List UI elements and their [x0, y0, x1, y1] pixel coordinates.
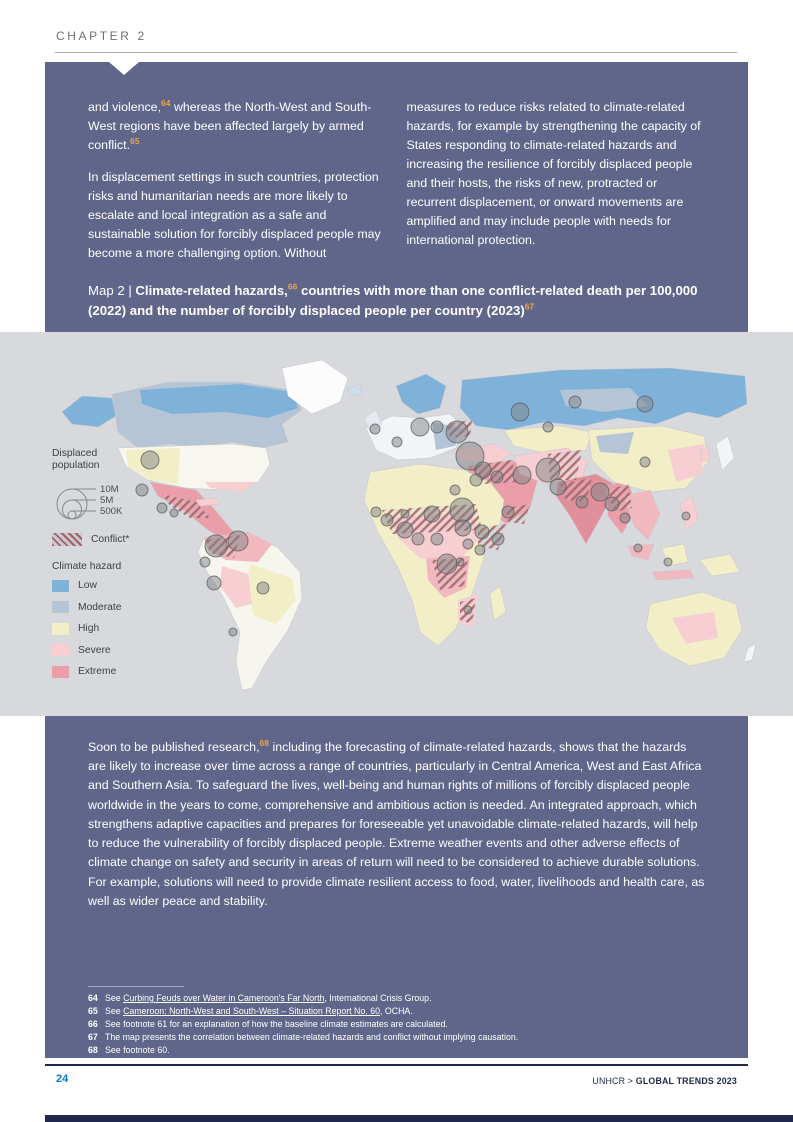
severe-swatch-icon — [52, 644, 69, 656]
footnote-ref-64: 64 — [161, 97, 171, 108]
conflict-legend-row — [52, 533, 182, 546]
size-label-10m: 10M — [100, 483, 119, 495]
footnote-divider — [88, 986, 184, 987]
footnote-ref-68: 68 — [259, 737, 269, 748]
map-figure — [0, 332, 793, 716]
footnote-ref-67: 67 — [524, 301, 535, 312]
footnote-65: 65 See Cameroon: North-West and South-West – Situation Report No. 60, OCHA. — [88, 1005, 413, 1016]
conclusion-panel — [45, 716, 748, 1058]
moderate-swatch-icon — [52, 601, 69, 613]
displaced-population-legend-title: Displaced population — [52, 448, 100, 472]
conclusion-paragraph: Soon to be published research,$^{68}$ including the forecasting of climate-related hazards, shows that the hazards are likely to increase over time across a range of countries, particularly in Central America, West and East Africa and Southern Asia. To safeguard the lives, well-being and human rights of millions of forcibly displaced people worldwide in the years to come, comprehensive and ambitious action is needed. An integrated approach, which strengthens adaptive capacities and prepares for foreseeable yet unavoidable climate-related hazards, will help to reduce the vulnerability of forcibly displaced people. Extreme weather events and other adverse effects of climate change on safety and security in areas of return will need to be considered to achieve durable solutions. For example, solutions will need to provide climate resilient access to food, water, livelihoods and health care, as well as wider peace and stability. — [88, 737, 705, 908]
legend-item-high: High — [52, 623, 182, 635]
footnote-ref-66: 66 — [287, 281, 298, 292]
footnote-66: 66 See footnote 61 for an explanation of how the baseline climate estimates are calculated. — [88, 1018, 448, 1029]
paragraph: In displacement settings in such countries, protection risks and humanitarian needs are more likely to escalate and local integration as a safe and sustainable solution for forcibly displaced people may become a more challenging option. Without — [88, 169, 381, 260]
legend-item-low: Low — [52, 580, 182, 592]
legend-item-severe: Severe — [52, 644, 182, 656]
footnote-67: 67 The map presents the correlation between climate-related hazards and conflict without implying causation. — [88, 1031, 519, 1042]
climate-hazard-legend-title: Climate hazard — [52, 560, 122, 572]
size-label-500k: 500K — [100, 505, 123, 517]
conflict-swatch-icon — [52, 533, 82, 546]
paragraph: measures to reduce risks related to climate-related hazards, for example by strengthening the capacity of States responding to climate-related hazards and increasing the resilience of forcibly displaced people and their hosts, the risks of new, protracted or recurrent displacement, or onward movements are amplified and may include people with needs for international protection. — [406, 100, 701, 247]
circle-size-legend — [52, 479, 182, 525]
legend-item-moderate: Moderate — [52, 601, 182, 613]
bottom-accent-bar — [45, 1115, 793, 1122]
panel-notch — [109, 62, 139, 75]
footnote-65-link[interactable]: Cameroon: North-West and South-West – Situation Report No. 60 — [123, 1005, 380, 1016]
intro-left-column — [88, 98, 388, 276]
size-label-5m: 5M — [100, 494, 114, 506]
footnote-64-link[interactable]: Curbing Feuds over Water in Cameroon's Far North — [123, 993, 325, 1003]
footer-brand: UNHCR > GLOBAL TRENDS 2023 — [592, 1076, 737, 1086]
page-number: 24 — [56, 1073, 69, 1085]
intro-columns — [88, 98, 706, 276]
footer-divider — [45, 1064, 748, 1066]
footnotes — [88, 993, 733, 1058]
legend-item-extreme: Extreme — [52, 666, 182, 678]
footnote-64: 64 See Curbing Feuds over Water in Cameroon's Far North, International Crisis Group. — [88, 993, 432, 1003]
size-circles-icon — [52, 479, 98, 523]
map-caption: Map 2 | Climate-related hazards,$^{66}$ countries with more than one conflict-related death per 100,000 (2022) and the number of forcibly displaced people per country (2023)$^{67}$ — [88, 281, 698, 318]
conflict-label: Conflict* — [91, 533, 130, 545]
footnote-ref-65: 65 — [130, 135, 140, 146]
paragraph: and violence,$^{64}$ whereas the North-West and South-West regions have been affected largely by armed conflict.$^{65}$ — [88, 97, 372, 152]
footnote-68: 68 See footnote 60. — [88, 1044, 170, 1055]
intro-panel — [45, 62, 748, 332]
low-swatch-icon — [52, 580, 69, 592]
extreme-swatch-icon — [52, 666, 69, 678]
intro-right-column — [407, 98, 707, 276]
chapter-label: CHAPTER 2 — [56, 29, 147, 43]
high-swatch-icon — [52, 623, 69, 635]
header-divider — [55, 52, 737, 53]
map-legend — [52, 448, 182, 687]
